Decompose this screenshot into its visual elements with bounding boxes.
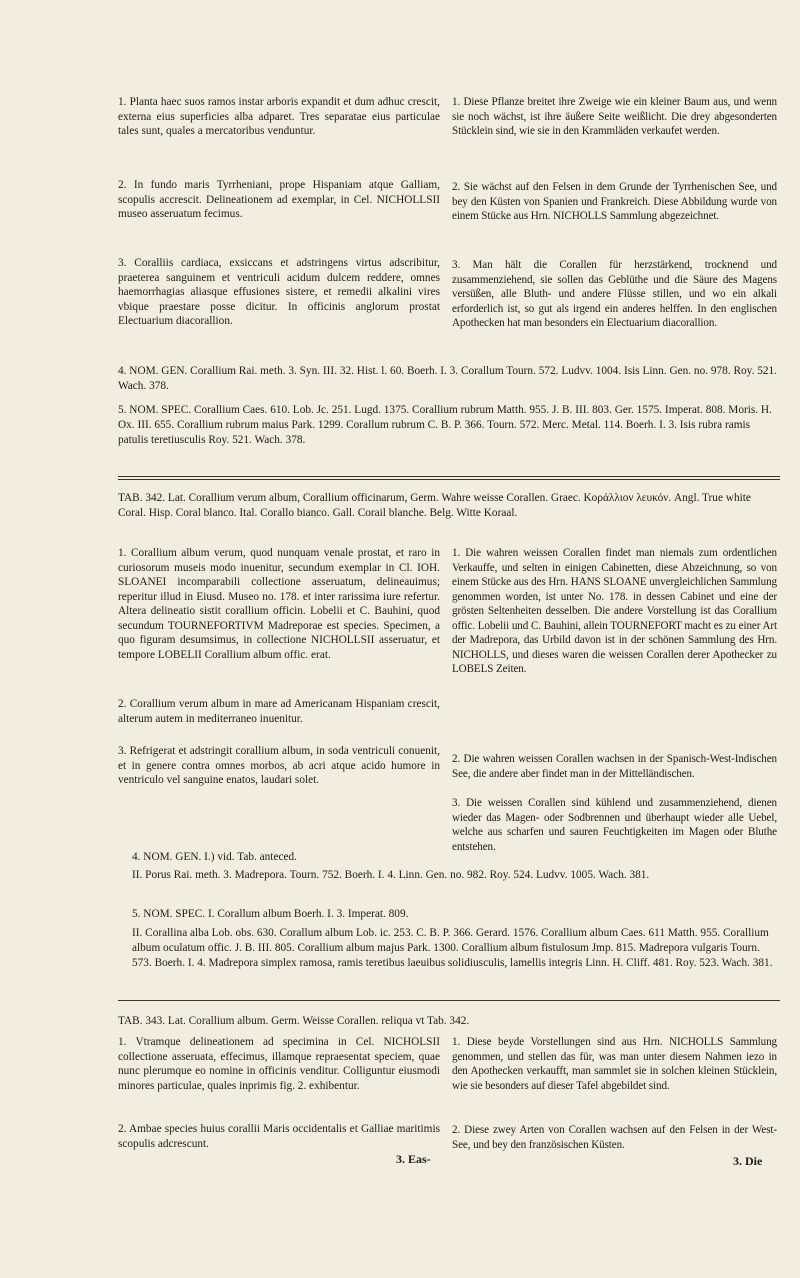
catchword-left: 3. Eas- bbox=[396, 1152, 431, 1166]
tab-342-nomenclature-genus-ii: II. Porus Rai. meth. 3. Madrepora. Tourn. 752. Boerh. I. 4. Linn. Gen. no. 982. Roy. 524. Ludvv. 1005. Wach. 381. bbox=[132, 869, 650, 881]
german-paragraph-1: 1. Diese Pflanze breitet ihre Zweige wie ein kleiner Baum aus, und wenn sie noch wächst, ist ihre äußere Seite weißlicht. Die drey abgesonderten Stücklein sind, wie sie in den Krammläden verkaufet werden. bbox=[452, 96, 777, 137]
tab-343-latin-1: 1. Vtramque delineationem ad specimina in Cel. NICHOLSII collectione asseruata, effecimus, illamque repraesentat speciem, quae nunc plerumque eo nomine in officinis venditur. Colliguntur eiusmodi minores particulae, quales inprimis fig. 2. exhibentur. bbox=[118, 1036, 440, 1092]
tab-343-latin-2: 2. Ambae species huius corallii Maris occidentalis et Galliae maritimis scopulis adcrescunt. bbox=[118, 1123, 440, 1150]
tab-342-latin-2: 2. Corallium verum album in mare ad Americanam Hispaniam crescit, alterum autem in mediterraneo inuenitur. bbox=[118, 698, 440, 725]
nomenclature-species: 5. NOM. SPEC. Corallium Caes. 610. Lob. Jc. 251. Lugd. 1375. Corallium rubrum Matth. 955. J. B. III. 803. Ger. 1575. Imperat. 808. Moris. H. Ox. III. 655. Corallium rubrum maius Park. 1299. Corallum rubrum C. B. P. 366. Tourn. 572. Merc. Metal. 114. Boerh. I. 3. Isis rubra ramis patulis teretiusculis Roy. 521. Wach. 378. bbox=[118, 404, 772, 446]
tab-342-nomenclature-species-ii: II. Corallina alba Lob. obs. 630. Corallum album Lob. ic. 253. C. B. P. 366. Gerard. 1576. Corallium album Caes. 611 Matth. 955. Corallium album oculatum offic. J. B. III. 805. Corallium album majus Park. 1300. Corallium album fistulosum Jmp. 815. Madrepora vulgaris Tourn. 573. Boerh. I. 4. Madrepora simplex ramosa, ramis teretibus laeuibus solidiusculis, lamellis integris Linn. H. Cliff. 481. Roy. 523. Wach. 381. bbox=[132, 927, 773, 969]
german-paragraph-2: 2. Sie wächst auf den Felsen in dem Grunde der Tyrrhenischen See, und bey den Küsten von Spanien und Frankreich. Diese Abbildung wurde von einem Stücke aus Hrn. NICHOLLS Sammlung abgezeichnet. bbox=[452, 181, 777, 222]
nomenclature-genus: 4. NOM. GEN. Corallium Rai. meth. 3. Syn. III. 32. Hist. l. 60. Boerh. I. 3. Corallum Tourn. 572. Ludvv. 1004. Isis Linn. Gen. no. 978. Roy. 521. Wach. 378. bbox=[118, 365, 777, 392]
tab-342-heading: TAB. 342. Lat. Corallium verum album, Corallium officinarum, Germ. Wahre weisse Corallen. Graec. Κοράλλιον λευκόν. Angl. True white Coral. Hisp. Coral blanco. Ital. Corallo bianco. Gall. Corail blanche. Belg. Witte Koraal. bbox=[118, 492, 751, 519]
tab-342-latin-1: 1. Corallium album verum, quod nunquam venale prostat, et raro in curiosorum museis modo inuenitur, secundum exemplar in Cl. IOH. SLOANEI incomparabili collectione asseruatum, delineauimus; reperitur illud in Eiusd. Museo no. 178. et inter rarissima iure refertur. Altera delineatio sistit corallium officin. Lobelii et C. Bauhini, quod secundum TOURNEFORTIVM Madreporae est species. Specimen, a quo figuram desumsimus, in collectione NICHOLLSII asseruatur, et tempore LOBELII Corallium album offic. erat. bbox=[118, 547, 440, 661]
tab-343-german-1: 1. Diese beyde Vorstellungen sind aus Hrn. NICHOLLS Sammlung genommen, und stellen das für, was man unter diesem Nahmen iezo in den Apothecken verkaufft, man sammlet sie in solchen kleinen Stücklein, wie sie besonders auf dieser Tafel abgebildet sind. bbox=[452, 1036, 777, 1092]
latin-paragraph-3: 3. Coralliis cardiaca, exsiccans et adstringens virtus adscribitur, praeterea sanguinem et ventriculi acidum dulcem reddere, omnes haemorrhagias aliasque effusiones sistere, et remedii alkalini vires vbique praestare posse dicitur. In officinis anglorum prostat Electuarium diacorallion. bbox=[118, 257, 440, 327]
tab-342-german-2: 2. Die wahren weissen Corallen wachsen in der Spanisch-West-Indischen See, die andere aber findet man in der Mittelländischen. bbox=[452, 753, 777, 780]
tab-342-german-1: 1. Die wahren weissen Corallen findet man niemals zum ordentlichen Verkauffe, und selten in einigen Cabinetten, diese Abzeichnung, so von einem Stücke aus des Hrn. HANS SLOANE unvergleichlichen Sammlung genommen worden, ist unter No. 178. in dessen Cabinet und eine der grösten Seltenheiten desselben. Die andere Vorstellung ist das Corallium offic. Lobelii und C. Bauhini, allein TOURNEFORT macht es zu einer Art der Madrepora, das Urbild davon ist in der schönen Sammlung des Hrn. NICHOLLS, und dieses waren die weissen Corallen derer Apothecker zu LOBELS Zeiten. bbox=[452, 547, 777, 675]
tab-343-heading: TAB. 343. Lat. Corallium album. Germ. Weisse Corallen. reliqua vt Tab. 342. bbox=[118, 1015, 470, 1027]
tab-342-german-3: 3. Die weissen Corallen sind kühlend und zusammenziehend, dienen wieder das Magen- oder Sodbrennen und überhaupt wieder alle Uebel, welche aus scharfen und sauren Feuchtigkeiten im Magen oder Bluthe entstehen. bbox=[452, 797, 777, 853]
section-divider-2 bbox=[118, 1000, 780, 1001]
tab-342-latin-3: 3. Refrigerat et adstringit corallium album, in soda ventriculi conuenit, et in genere contra omnes morbos, ab acri atque acido humore in ventriculo vel sanguine enatos, laudari solet. bbox=[118, 745, 440, 786]
tab-342-nomenclature-species: 5. NOM. SPEC. I. Corallum album Boerh. I. 3. Imperat. 809. bbox=[132, 908, 409, 920]
latin-paragraph-2: 2. In fundo maris Tyrrheniani, prope Hispaniam atque Galliam, scopulis accrescit. Delineationem ad exemplar, in Cel. NICHOLLSII museo asseruatum fecimus. bbox=[118, 179, 440, 220]
catchword-right: 3. Die bbox=[733, 1154, 763, 1168]
tab-343-german-2: 2. Diese zwey Arten von Corallen wachsen auf den Felsen in der West-See, und bey den französischen Küsten. bbox=[452, 1124, 777, 1151]
tab-342-nomenclature-genus: 4. NOM. GEN. I.) vid. Tab. anteced. bbox=[132, 851, 297, 863]
section-divider bbox=[118, 476, 780, 480]
latin-paragraph-1: 1. Planta haec suos ramos instar arboris expandit et dum adhuc crescit, externa eius superficies alba adparet. Tres separatae eius particulae tales sunt, quales a mercatoribus venduntur. bbox=[118, 96, 440, 137]
german-paragraph-3: 3. Man hält die Corallen für herzstärkend, trocknend und zusammenziehend, sie sollen das Geblüthe und die Säure des Magens versüßen, alle Bluth- und andere Flüsse stillen, und wo ein alkali erforderlich ist, so gut als irgend ein anderes helffen. In den englischen Apothecken hat man besonders ein Electuarium diacorallion. bbox=[452, 259, 777, 329]
